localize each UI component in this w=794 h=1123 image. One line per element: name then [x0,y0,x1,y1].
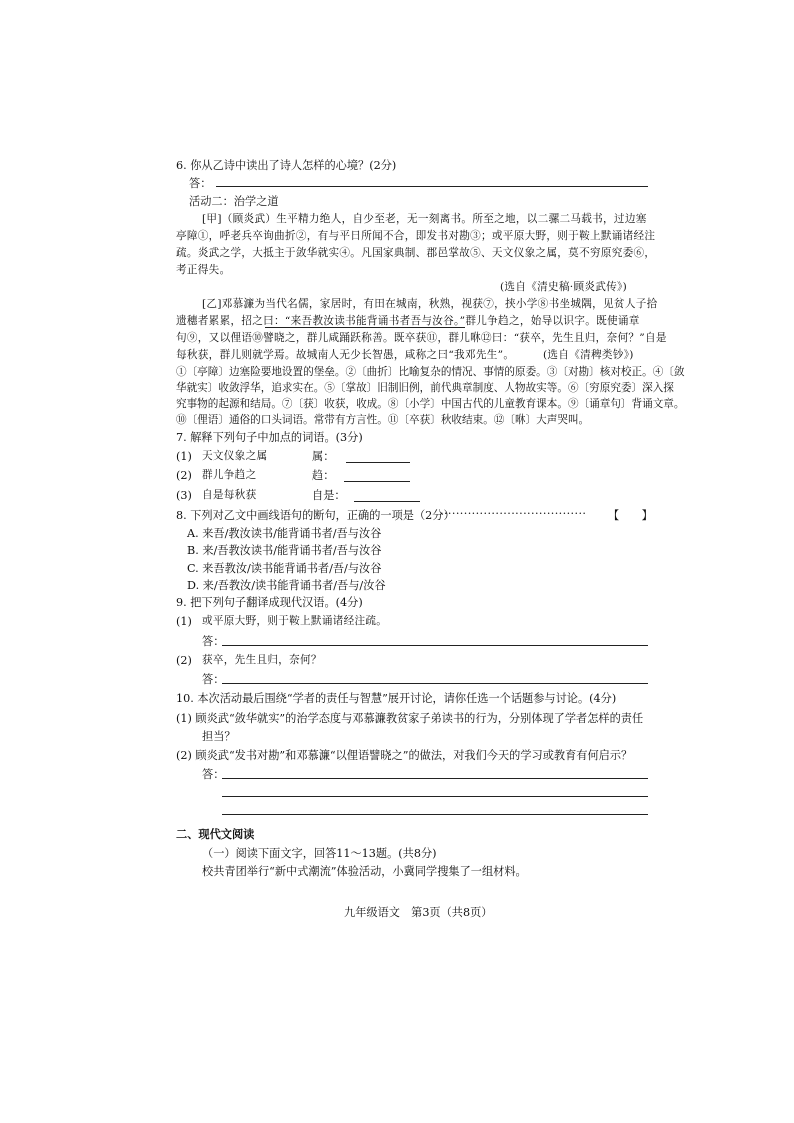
q9-item-2-answer-line[interactable] [222,683,648,684]
q6-question: 6. 你从乙诗中读出了诗人怎样的心境？(2分) [176,159,397,172]
q8-option-c: C. 来吾教汝/读书能背诵书者/吾/与汝谷 [187,562,382,575]
note-line-3: 究事物的起源和结局。⑦〔获〕收获，收成。⑧〔小学〕中国古代的儿童教育课本。⑨〔诵章句〕背诵文章。 [176,398,685,410]
q7-item-2-blank[interactable] [344,481,410,482]
q8-question: 8. 下列对乙文中画线语句的断句，正确的一项是（2分） [176,509,455,522]
q10-item-1-cont: 担当？ [202,730,236,743]
section2-subtitle: （一）阅读下面文字，回答11～13题。(共8分) [202,847,437,860]
q9-item-2-sentence: 获卒，先生且归，奈何？ [202,654,322,666]
yi-line-3: 句⑨，又以俚语⑩譬晓之，群儿咸踊跃称善。既卒获⑪，群儿咻⑫曰：“获卒，先生且归，奈何？”自是 [176,332,667,344]
q10-answer-label: 答： [202,768,225,781]
q9-item-1-answer-line[interactable] [222,645,648,646]
yi-line-4: 每秋获，群儿则就学焉。故城南人无少长智愚，咸称之曰“我邓先生”。 [176,349,515,361]
q7-item-2-sentence: 群儿争趋之 [202,469,257,481]
q9-item-1-sentence: 或平原大野，则于鞍上默诵诸经注疏。 [202,615,388,627]
q10-question: 10. 本次活动最后围绕“学者的责任与智慧”展开讨论，请你任选一个话题参与讨论。(4分) [176,692,617,705]
jia-line-4: 考正得失。 [176,264,231,276]
yi-line-2: 遗穗者累累，招之曰：“来吾教汝读书能背诵书者吾与汝谷。”群儿争趋之，始导以识字。既使诵章 [176,315,640,327]
note-line-4: ⑩〔俚语〕通俗的口头词语。常带有方言性。⑪〔卒获〕秋收结束。⑫〔咻〕大声哭叫。 [176,414,590,426]
q9-item-2-num: (2) [176,654,192,667]
q9-question: 9. 把下列句子翻译成现代汉语。(4分) [176,596,363,609]
activity2-title: 活动二：治学之道 [189,195,279,208]
jia-line-3: 疏。炎武之学，大抵主于敛华就实④。凡国家典制、郡邑掌故⑤、天文仪象之属，莫不穷原究委⑥， [176,247,656,259]
q6-answer-line[interactable] [216,186,648,187]
q9-item-2-answer-label: 答： [202,673,225,686]
q10-answer-line-1[interactable] [222,778,648,779]
q7-item-2-label: 趋： [312,469,335,482]
q10-item-1: (1) 顾炎武“敛华就实”的治学态度与邓慕濂教贫家子弟读书的行为，分别体现了学者怎样的责任 [176,712,644,725]
section2-title: 二、现代文阅读 [176,827,255,841]
q6-answer-label: 答： [189,177,212,190]
q9-item-1-answer-label: 答： [202,635,225,648]
note-line-2: 华就实〕收敛浮华，追求实在。⑤〔掌故〕旧制旧例，前代典章制度、人物故实等。⑥〔穷原究委〕深入探 [176,382,674,394]
section2-text: 校共青团举行“新中式潮流”体验活动，小冀同学搜集了一组材料。 [202,865,527,878]
q10-item-2: (2) 顾炎武“发书对勘”和邓慕濂“以俚语譬晓之”的做法，对我们今天的学习或教育有何启示？ [176,749,633,762]
q7-item-1-blank[interactable] [346,462,410,463]
yi-line-1: [乙]邓慕濂为当代名儒，家居时，有田在城南，秋熟，视获⑦，挟小学⑧书坐城隅，见贫人子拾 [202,298,658,310]
q10-answer-line-3[interactable] [222,814,648,815]
q7-question: 7. 解释下列句子中加点的词语。(3分) [176,431,363,444]
q7-item-3-num: (3) [176,489,192,502]
q7-item-3-label: 自是： [312,489,346,502]
jia-line-1: [甲]（顾炎武）生平精力绝人，自少至老，无一刻离书。所至之地，以二骡二马载书，过边塞 [202,213,647,225]
q7-item-3-sentence: 自是每秋获 [202,489,257,501]
q9-item-1-num: (1) [176,615,192,628]
q8-option-b: B. 来/吾教汝读书/能背诵书者/吾与汝谷 [187,544,382,557]
q7-item-1-label: 属： [312,450,335,463]
q8-leader-dots: ····································· [440,507,587,520]
q7-item-1-num: (1) [176,450,192,463]
note-line-1: ①〔亭障〕边塞险要地设置的堡垒。②〔曲折〕比喻复杂的情况、事情的原委。③〔对勘〕核对校正。④〔敛 [176,366,685,378]
q7-item-1-sentence: 天文仪象之属 [202,450,268,462]
yi-underlined-sentence [265,327,465,328]
q7-item-2-num: (2) [176,469,192,482]
page-footer: 九年级语文 第3页（共8页） [344,906,493,919]
jia-source: (选自《清史稿·顾炎武传》) [500,281,628,293]
yi-source: (选自《清稗类钞》) [543,349,634,361]
q10-answer-line-2[interactable] [222,796,648,797]
jia-line-2: 亭障①，呼老兵卒询曲折②，有与平日所闻不合，即发书对勘③；或平原大野，则于鞍上默诵诸经注 [176,230,656,242]
q8-option-d: D. 来/吾教汝/读书能背诵书者/吾与/汝谷 [187,579,386,592]
q8-option-a: A. 来吾/教汝读书/能背诵书者/吾与汝谷 [187,527,382,540]
q8-answer-bracket[interactable]: 【 】 [608,509,653,522]
q7-item-3-blank[interactable] [354,501,420,502]
